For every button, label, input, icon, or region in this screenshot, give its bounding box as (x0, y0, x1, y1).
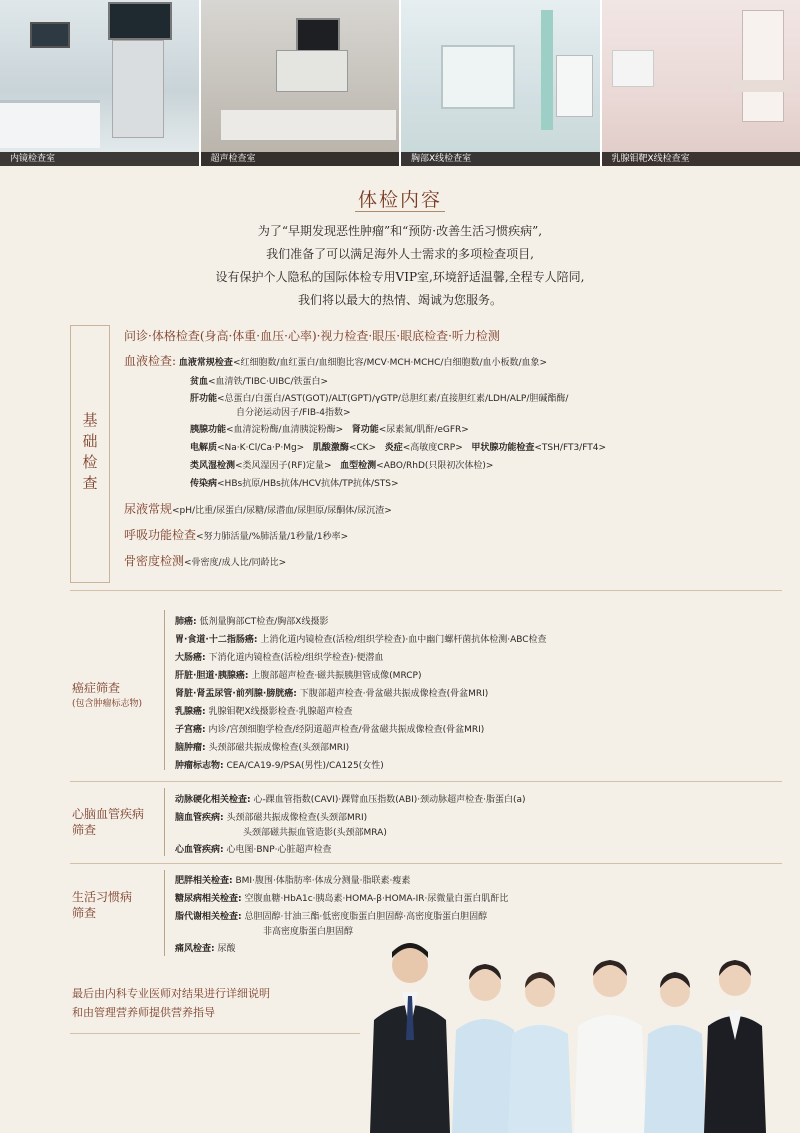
item-detail: 心-踝血管指数(CAVI)·踝臂血压指数(ABI)·颈动脉超声检查·脂蛋白(a) (253, 795, 526, 805)
cardio-label-2: 筛查 (72, 823, 97, 837)
item-name: 脂代谢相关检查: (175, 912, 242, 922)
blood-item-detail: <Na·K·Cl/Ca·P·Mg> (217, 443, 305, 453)
blood-item-detail: <TSH/FT3/FT4> (534, 443, 606, 453)
section-divider (70, 590, 782, 591)
blood-item-name: 血液常规检查 (178, 358, 233, 368)
staff-doctor-figure (370, 943, 450, 1133)
cardio-item (175, 810, 367, 823)
bone-density-row (124, 552, 286, 569)
footer-line-2: 和由管理营养师提供营养指导 (72, 1006, 215, 1019)
lifestyle-bracket (164, 870, 165, 956)
lifestyle-label-1: 生活习惯病 (72, 890, 133, 904)
blood-item-detail: <总蛋白/白蛋白/AST(GOT)/ALT(GPT)/γGTP/总胆红素/直接胆红素/LDH/ALP/胆碱酯酶/ (217, 394, 569, 404)
blood-item-detail: <类风湿因子(RF)定量> (235, 461, 332, 471)
footer-note (72, 984, 270, 1022)
urine-row (124, 500, 392, 517)
item-name: 动脉硬化相关检查: (175, 795, 251, 805)
cardio-item (175, 842, 332, 855)
staff-manager-figure (704, 960, 766, 1133)
staff-nurse-figure (644, 972, 706, 1133)
item-detail: 下消化道内镜检查(活检/组织学检查)·便潜血 (208, 653, 384, 663)
blood-item-name: 炎症 (384, 443, 403, 453)
item-name: 肥胖相关检查: (175, 876, 233, 886)
medical-staff-photo (360, 930, 790, 1133)
cancer-item (175, 686, 488, 699)
photo-caption: 胸部X线检查室 (401, 152, 600, 166)
blood-heading: 血液检查: (124, 354, 177, 368)
respiratory-heading: 呼吸功能检查 (124, 528, 197, 542)
cancer-item (175, 614, 328, 627)
footer-line-1: 最后由内科专业医师对结果进行详细说明 (72, 987, 270, 1000)
blood-item-name: 肾功能 (351, 425, 379, 435)
blood-row-4 (190, 422, 469, 435)
item-detail: 内诊/宫颈细胞学检查/经阴道超声检查/骨盆磁共振成像检查(骨盆MRI) (208, 725, 485, 735)
item-detail: 心电图·BNP·心脏超声检查 (226, 845, 332, 855)
intro-line: 为了“早期发现恶性肿瘤”和“预防·改善生活习惯疾病”, (257, 224, 543, 238)
mammography-room-photo (602, 0, 800, 166)
blood-item-detail: <血清淀粉酶/血清胰淀粉酶> (226, 425, 344, 435)
item-name: 肝脏·胆道·胰腺癌: (175, 671, 249, 681)
item-name: 脑血管疾病: (175, 813, 224, 823)
item-detail: 头颈部磁共振血管造影(头颈部MRA) (243, 828, 387, 838)
cancer-label: 癌症筛查 (72, 681, 121, 695)
item-detail: 上消化道内镜检查(活检/组织学检查)·血中幽门螺杆菌抗体检测·ABC检查 (260, 635, 547, 645)
section-divider (70, 781, 782, 782)
blood-item-detail: <CK> (348, 443, 377, 453)
blood-row-6 (190, 458, 493, 471)
endoscopy-room-photo (0, 0, 199, 166)
item-detail: 上腹部超声检查·磁共振胰胆管成像(MRCP) (251, 671, 422, 681)
blood-item-detail: <血清铁/TIBC·UIBC/铁蛋白> (208, 377, 329, 387)
blood-item-name: 类风湿检测 (190, 461, 236, 471)
blood-item-detail: 自分泌运动因子/FIB-4指数> (236, 408, 351, 418)
item-name: 脑肿瘤: (175, 743, 206, 753)
item-name: 糖尿病相关检查: (175, 894, 242, 904)
cancer-item (175, 740, 349, 753)
page-title: 体检内容 (357, 189, 442, 211)
cardio-item (243, 825, 387, 838)
blood-row-7 (190, 476, 399, 489)
blood-item-detail: <高敏度CRP> (402, 443, 463, 453)
photo-caption: 内镜检查室 (0, 152, 199, 166)
intro-line: 我们准备了可以满足海外人士需求的多项检查项目, (266, 247, 534, 261)
photo-strip (0, 0, 800, 166)
blood-item-name: 胰腺功能 (190, 425, 227, 435)
urine-detail: <pH/比重/尿蛋白/尿糖/尿潜血/尿胆原/尿酮体/尿沉渣> (172, 506, 392, 516)
cancer-bracket (164, 610, 165, 770)
item-detail: 乳腺钼靶X线摄影检查·乳腺超声检查 (208, 707, 353, 717)
lifestyle-label-2: 筛查 (72, 906, 97, 920)
item-name: 肾脏·肾盂尿管·前列腺·膀胱癌: (175, 689, 297, 699)
basic-exam-label: 基础检查 (70, 325, 110, 583)
blood-item-name: 肌酸激酶 (312, 443, 349, 453)
cancer-item (175, 650, 383, 663)
blood-item-name: 贫血 (190, 377, 209, 387)
urine-heading: 尿液常规 (124, 502, 173, 516)
item-detail: BMI·腹围·体脂肪率·体成分测量·脂联素·瘦素 (235, 876, 411, 886)
blood-row-3 (236, 405, 351, 418)
item-name: 心血管疾病: (175, 845, 224, 855)
blood-item-name: 电解质 (190, 443, 218, 453)
blood-item-detail: <尿素氮/肌酐/eGFR> (378, 425, 469, 435)
item-detail: 头颈部磁共振成像检查(头颈部MRI) (226, 813, 368, 823)
ultrasound-room-photo (201, 0, 400, 166)
blood-item-detail: <红细胞数/血红蛋白/血细胞比容/MCV·MCH·MCHC/白细胞数/血小板数/血象> (232, 358, 548, 368)
lifestyle-screening-label (72, 889, 132, 921)
item-detail: 总胆固醇·甘油三酯·低密度脂蛋白胆固醇·高密度脂蛋白胆固醇 (244, 912, 488, 922)
title-divider (355, 211, 445, 212)
cancer-item (175, 758, 384, 771)
lifestyle-item (175, 891, 508, 904)
cardio-bracket (164, 788, 165, 856)
item-name: 胃·食道·十二指肠癌: (175, 635, 258, 645)
item-detail: 头颈部磁共振成像检查(头颈部MRI) (208, 743, 350, 753)
blood-row-0 (124, 352, 547, 369)
lifestyle-item (175, 873, 410, 886)
respiratory-row (124, 526, 348, 543)
blood-row-2 (190, 391, 568, 404)
photo-caption: 超声检查室 (201, 152, 400, 166)
basic-line-1 (124, 327, 500, 344)
intro-line: 设有保护个人隐私的国际体检专用VIP室,环境舒适温馨,全程专人陪同, (215, 270, 585, 284)
cancer-item (175, 704, 353, 717)
section-divider (70, 863, 782, 864)
blood-item-name: 血型检测 (340, 461, 377, 471)
basic-exam-heading: 问诊·体格检查(身高·体重·血压·心率)·视力检查·眼压·眼底检查·听力检测 (124, 329, 500, 343)
respiratory-detail: <努力肺活量/%肺活量/1秒量/1秒率> (196, 532, 349, 542)
item-name: 痛风检查: (175, 944, 215, 954)
item-name: 乳腺癌: (175, 707, 206, 717)
chest-xray-room-photo (401, 0, 600, 166)
staff-nurse-figure (452, 964, 518, 1133)
cancer-item (175, 632, 547, 645)
lifestyle-item (263, 924, 353, 937)
section-divider (70, 1033, 360, 1034)
item-detail: 低剂量胸部CT检查/胸部X线摄影 (199, 617, 329, 627)
item-name: 肿瘤标志物: (175, 761, 224, 771)
blood-item-detail: <ABO/RhD(只限初次体检)> (376, 461, 494, 471)
bone-density-heading: 骨密度检测 (124, 554, 185, 568)
item-detail: 空腹血糖·HbA1c·胰岛素·HOMA-β·HOMA-IR·尿微量白蛋白肌酐比 (244, 894, 509, 904)
cardio-item (175, 792, 526, 805)
intro-line: 我们将以最大的热情、竭诚为您服务。 (297, 293, 502, 307)
blood-row-1 (190, 374, 328, 387)
cancer-item (175, 722, 484, 735)
cancer-sublabel: (包含肿瘤标志物) (72, 699, 143, 709)
photo-caption: 乳腺钼靶X线检查室 (602, 152, 800, 166)
item-detail: 非高密度脂蛋白胆固醇 (263, 927, 354, 937)
cardio-label-1: 心脑血管疾病 (72, 807, 145, 821)
cancer-screening-label (72, 680, 142, 712)
cardio-screening-label (72, 806, 144, 838)
bone-density-detail: <骨密度/成人比/同龄比> (184, 558, 287, 568)
staff-nurse-figure (508, 972, 572, 1133)
item-detail: CEA/CA19-9/PSA(男性)/CA125(女性) (226, 761, 384, 771)
item-detail: 下腹部超声检查·骨盆磁共振成像检查(骨盆MRI) (299, 689, 489, 699)
cancer-item (175, 668, 421, 681)
item-detail: 尿酸 (217, 944, 236, 954)
blood-row-5 (190, 440, 606, 453)
blood-item-name: 传染病 (190, 479, 218, 489)
lifestyle-item (175, 941, 236, 954)
item-name: 肺癌: (175, 617, 197, 627)
intro-text (0, 220, 800, 312)
blood-item-name: 肝功能 (190, 394, 218, 404)
lifestyle-item (175, 909, 487, 922)
staff-doctor-figure (574, 960, 646, 1133)
blood-item-name: 甲状腺功能检查 (471, 443, 535, 453)
blood-item-detail: <HBs抗原/HBs抗体/HCV抗体/TP抗体/STS> (217, 479, 399, 489)
item-name: 大肠癌: (175, 653, 206, 663)
item-name: 子宫癌: (175, 725, 206, 735)
